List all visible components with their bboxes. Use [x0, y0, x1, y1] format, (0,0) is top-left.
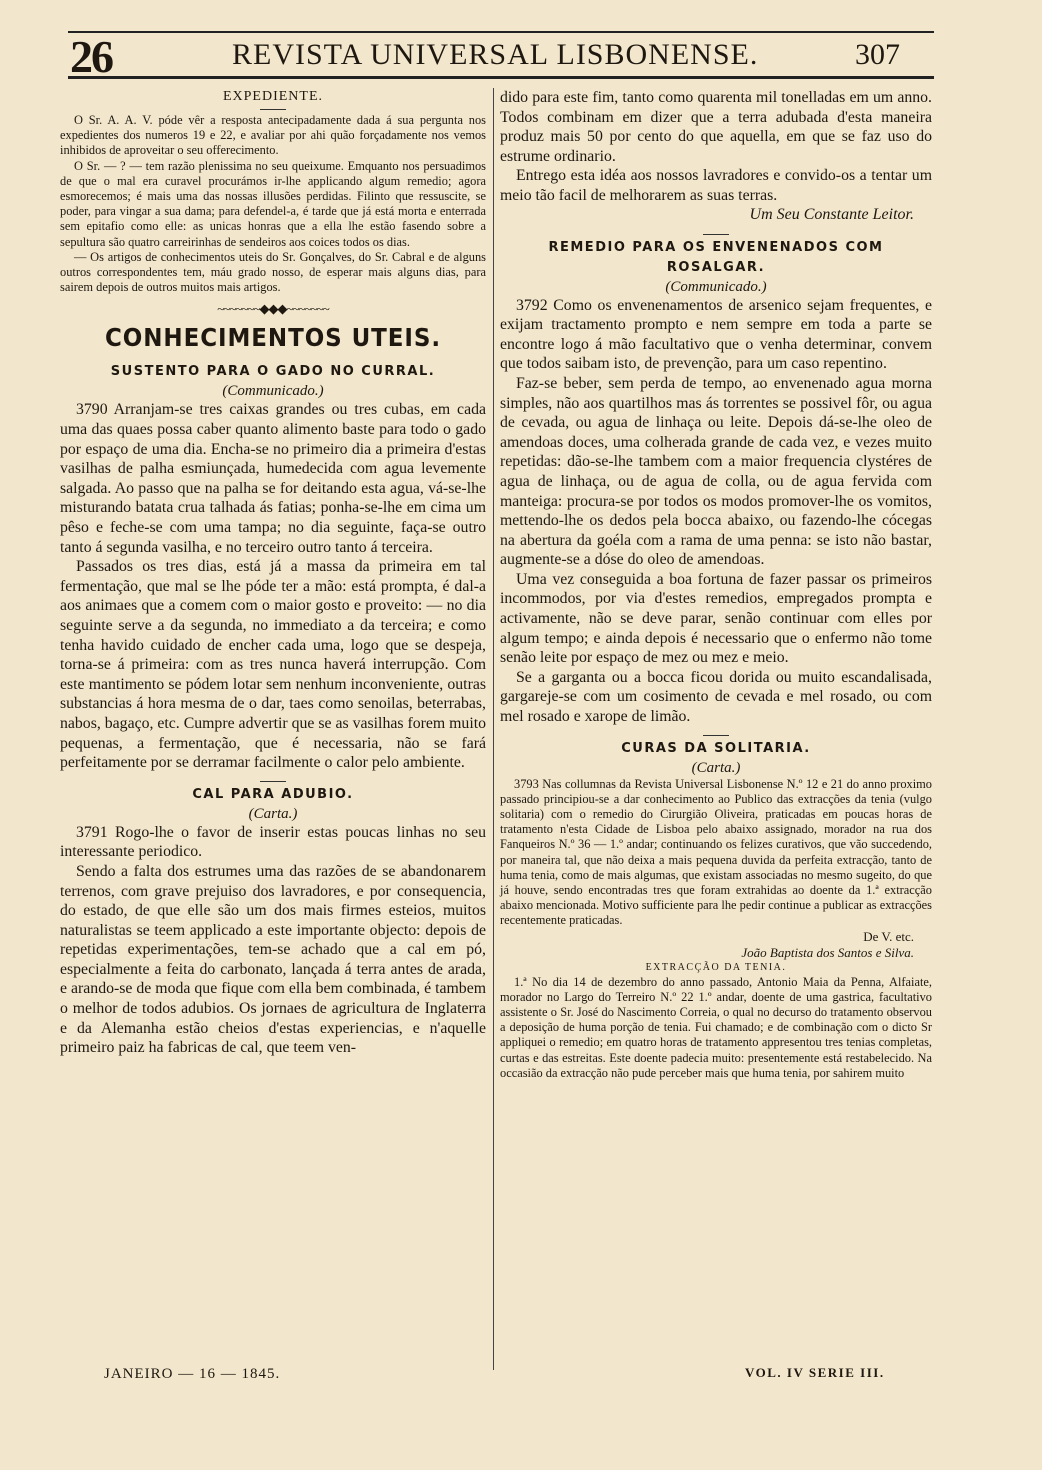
continued-paragraph: Entrego esta idéa aos nossos lavradores e convido-os a tentar um meio tão facil de melhorarem as suas terras. [500, 167, 932, 204]
letter-signature: Um Seu Constante Leitor. [749, 205, 914, 223]
header-rule-top [68, 31, 934, 33]
expediente-paragraph: O Sr. — ? — tem razão plenissima no seu queixume. Emquanto nos persuadimos de que o mal era curavel procurámos ir-lhe applicando algum remedio; agora esmorecemos; é mais uma das nossas illusões perdidas. Filinto que ressuscite, se poder, para vingar a sua dama; para defendel-a, é tarde que já está morta e enterrada sem epitafio como elle: as unicas honras que a ella lhe estão fasendo sobre a sepultura são quatro carreirinhas de sendeiros aos coices todos os dias. [60, 158, 486, 249]
article-paragraph: Uma vez conseguida a boa fortuna de fazer passar os primeiros incommodos, por via d'estes remedios, empregados prompta e activamente, não se deve parar, senão continuar com elles por algum tempo; e ainda depois é necessario que o enfermo não tome senão leite por espaço de mez ou mez e meio. [500, 570, 932, 667]
expediente-heading: EXPEDIENTE. [222, 89, 324, 104]
ornament-divider: ~~~~~~~◆◆◆~~~~~~~ [217, 301, 329, 317]
article-title: REMEDIO PARA OS ENVENENADOS COM [548, 239, 884, 255]
expediente-paragraph: O Sr. A. A. V. póde vêr a resposta antecipadamente dada á sua pergunta nos expedientes dos numeros 19 e 22, e avaliar por ahi quão forçadamente nos vemos inhibidos de aproveitar o seu offerecimento. [60, 113, 486, 158]
issue-number: 26 [70, 31, 112, 82]
article-source: (Carta.) [691, 759, 741, 776]
separator [260, 781, 286, 782]
article-title: SUSTENTO PARA O GADO NO CURRAL. [110, 364, 436, 380]
article-paragraph: 3792 Como os envenenamentos de arsenico sejam frequentes, e exijam tractamento prompto e nem sempre em toda a parte se encontre logo á mão facultativo que o venha determinar, convem que todos saibam isto, de prevenção, para um caso repentino. [500, 296, 932, 373]
expediente-paragraph: — Os artigos de conhecimentos uteis do Sr. Gonçalves, do Sr. Cabral e de alguns outros correspondentes tem, máu grado nosso, de esperar mais alguns dias, para sairem depois de outros muitos mais artigos. [60, 249, 486, 295]
article-paragraph: 3791 Rogo-lhe o favor de inserir estas poucas linhas no seu interessante periodico. [60, 823, 486, 861]
article-title: CAL PARA ADUBIO. [192, 786, 354, 802]
letter-signature: João Baptista dos Santos e Silva. [741, 944, 914, 960]
case-paragraph: 1.ª No dia 14 de dezembro do anno passado, Antonio Maia da Penna, Alfaiate, morador no Largo do Terreiro N.º 22 1.º andar, doente de uma gastrica, facultativo assistente o Sr. José do Nascimento Correia, o qual no decurso do tratamento observou a deposição de huma porção de tenia. Fui chamado; e de combinação com o dicto Sr appliquei o remedio; em quatro horas de tratamento appresentou tres tenias completas, curtas e das estreitas. Este doente padecia muito: presentemente está restabelecido. Na occasião da extracção não pude perceber mais que huma tenia, por sahirem muito [500, 974, 932, 1080]
continued-paragraph: dido para este fim, tanto como quarenta mil tonelladas em um anno. Todos combinam em dizer que a terra adubada d'esta maneira produz mais 50 por cento do que aquella, em que se faz uso do estrume ordinario. [500, 89, 932, 165]
left-column [60, 88, 486, 1058]
article-paragraph: 3793 Nas collumnas da Revista Universal Lisbonense N.º 12 e 21 do anno proximo passado principiou-se a dar conhecimento ao Publico das extracções da tenia (vulgo solitaria) com o remedio do Cirurgião Oliveira, praticadas em poucas horas de tratamento n'esta Cidade de Lisboa pelo abaixo assignado, morador na rua dos Fanqueiros N.º 36 — 1.º andar; continuando os felizes curativos, que vão succedendo, por maneira tal, que não deixa a mais pequena duvida da perfeita extracção, tanto de huma tenia, como de mais algumas, que existam associadas no mesmo sugeito, do que já houve, sendo encontradas tres que foram extrahidas ao doente da 1.ª extracção abaixo mencionada. Motivo sufficiente para lhe pedir continue a publicar as extracções recentemente praticadas. [500, 776, 932, 928]
letter-closing: De V. etc. [863, 928, 914, 944]
footer-date: JANEIRO — 16 — 1845. [104, 1366, 281, 1382]
article-paragraph: Faz-se beber, sem perda de tempo, ao envenenado agua morna simples, não aos quartilhos mas ás torrentes se possivel fôr, ou agua de cevada, ou agua de linhaça ou leite. Depois dá-se-lhe oleo de amendoas doces, uma colherada grande de cada vez, e vezes muito repetidas: dão-se-lhe tambem com a maior frequencia clystéres de agua de linhaça, ou de agua de colla, ou de agua fervida com manteiga: procura-se por todos os modos promover-lhe os vomitos, mettendo-lhe os dedos pela bocca abaixo, ou fazendo-lhe cócegas na abertura da goéla com a rama de uma penna: se isto não bastar, augmente-se a dóse do oleo de amendoas. [500, 374, 932, 569]
separator [260, 109, 286, 110]
article-title: CURAS DA SOLITARIA. [621, 740, 811, 756]
article-paragraph: Passados os tres dias, está já a massa da primeira em tal fermentação, que mal se lhe póde ter a mão: está prompta, é dal-a aos animaes que a comem com o maior gosto e proveito: — no dia seguinte serve a da segunda, no immediato a da terceira; e como tenha havido cuidado de encher cada uma, logo que se despeja, torna-se á primeira: com as tres nunca haverá interrupção. Com este mantimento se pódem lotar sem nenhum inconveniente, outras substancias á hora mesma de o dar, taes como senoilas, beterrabas, nabos, bagaço, etc. Cumpre advertir que se as vasilhas forem muito pequenas, a fermentação, que é necessaria, não se fará perfeitamente por se derramar facilmente o calor pelo ambiente. [60, 558, 486, 772]
page-number: 307 [855, 38, 900, 71]
footer-volume: VOL. IV SERIE III. [745, 1365, 885, 1380]
separator [703, 735, 729, 736]
article-source: (Communicado.) [222, 383, 324, 400]
sub-heading: EXTRACÇÃO DA TENIA. [645, 961, 787, 973]
article-source: (Communicado.) [665, 278, 767, 295]
article-paragraph: Sendo a falta dos estrumes uma das razões de se abandonarem terrenos, com grave prejuiso dos lavradores, e por consequencia, do estado, de que elle são um dos mais firmes esteios, muitos naturalistas se teem applicado a este importante objecto: depois de repetidas experimentações, tem-se achado que a cal em pó, especialmente a feita do carbonato, lançada á terra antes de arada, e arando-se de moda que fique com ella bem combinada, é tambem o melhor de todos adubios. Os jornaes de agricultura de Inglaterra e da Alemanha estão cheios d'estas experiencias, e n'aquelle primeiro paiz ha fabricas de cal, que teem ven- [60, 862, 486, 1057]
article-paragraph: 3790 Arranjam-se tres caixas grandes ou tres cubas, em cada uma das quaes possa caber quanto alimento baste para todo o gado por espaço de uma dia. Encha-se no primeiro dia a primeira d'estas vasilhas de palha esmiunçada, humedecida com agua levemente salgada. Ao passo que na palha se for deitando esta agua, vá-se-lhe misturando batata crua talhada ás fatias; ponha-se-lhe em cima um pêso e feche-se com uma tampa; no dia seguinte, faça-se outro tanto á segunda vasilha, e no terceiro outro tanto á terceira. [60, 401, 486, 556]
article-paragraph: Se a garganta ou a bocca ficou dorida ou muito escandalisada, gargareje-se com um cosimento de cevada e mel rosado, ou com mel rosado e xarope de limão. [500, 668, 932, 726]
separator [703, 234, 729, 235]
article-title-continued: ROSALGAR. [666, 259, 766, 275]
right-column [500, 88, 932, 1081]
section-title: CONHECIMENTOS UTEIS. [104, 323, 442, 353]
article-source: (Carta.) [248, 805, 298, 822]
masthead-title: REVISTA UNIVERSAL LISBONENSE. [232, 38, 759, 71]
header-rule-bottom [68, 76, 934, 79]
column-divider [493, 88, 494, 1370]
